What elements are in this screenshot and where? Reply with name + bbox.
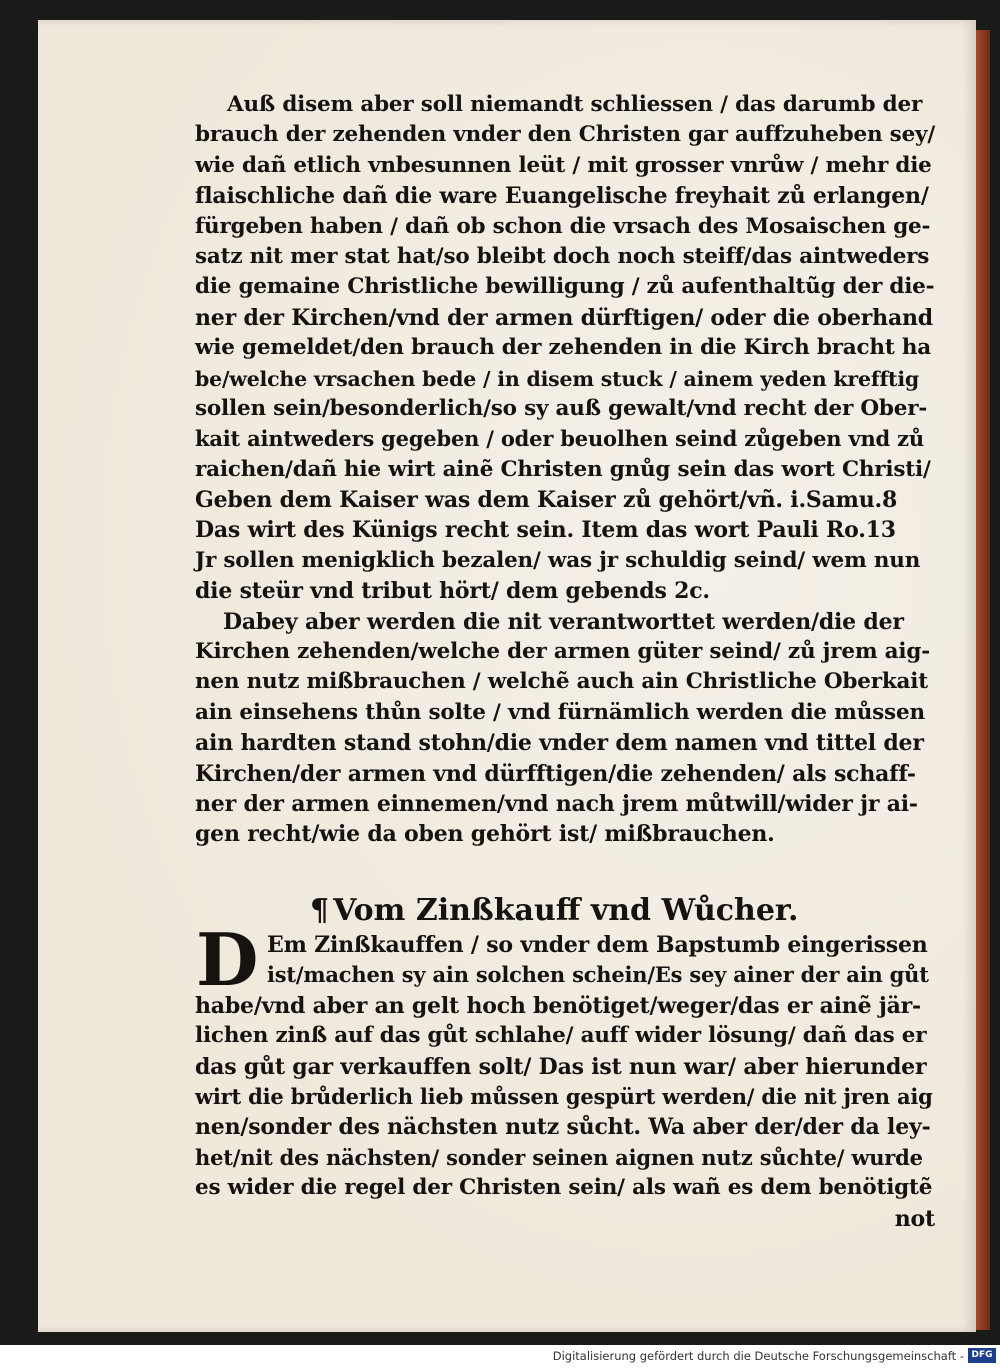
text-line: wie dañ etlich vnbesunnen leüt / mit grosser vnrůw / mehr die <box>195 152 932 178</box>
text-line: Geben dem Kaiser was dem Kaiser zů gehört/vñ. i.Samu.8 <box>195 487 898 514</box>
text-line: die gemaine Christliche bewilligung / zů aufenthaltũg der die- <box>195 274 935 300</box>
text-line: Kirchen zehenden/welche der armen güter seind/ zů jrem aig- <box>195 639 930 665</box>
text-line: Auß disem aber soll niemandt schliessen / das darumb der <box>227 92 923 117</box>
dfg-logo-icon[interactable]: DFG <box>968 1348 996 1363</box>
text-line: die steür vnd tribut hört/ dem gebends 2c. <box>195 578 710 605</box>
text-line: ner der armen einnemen/vnd nach jrem můtwill/wider jr ai- <box>195 790 918 817</box>
paragraph-tithes <box>195 90 935 850</box>
text-line: Jr sollen menigklich bezalen/ was jr schuldig seind/ wem nun <box>195 547 921 573</box>
text-line: lichen zinß auf das gůt schlahe/ auff wider lösung/ dañ das er <box>195 1023 927 1049</box>
funding-notice: Digitalisierung gefördert durch die Deutsche Forschungsgemeinschaft - <box>552 1349 964 1363</box>
text-line: satz nit mer stat hat/so bleibt doch noch steiff/das aintweders <box>195 243 930 269</box>
text-line: Das wirt des Künigs recht sein. Item das wort Pauli Ro.13 <box>195 517 896 544</box>
text-line: es wider die regel der Christen sein/ als wañ es dem benötigtẽ <box>195 1175 933 1201</box>
text-line: kait aintweders gegeben / oder beuolhen seind zůgeben vnd zů <box>195 426 924 452</box>
text-line: fürgeben haben / dañ ob schon die vrsach des Mosaischen ge- <box>195 213 931 239</box>
text-line: wie gemeldet/den brauch der zehenden in die Kirch bracht ha <box>195 335 932 361</box>
section-heading <box>195 888 1000 934</box>
text-line: gen recht/wie da oben gehört ist/ mißbrauchen. <box>195 821 775 848</box>
text-line: habe/vnd aber an gelt hoch benötiget/weger/das er ainẽ jär- <box>195 992 921 1019</box>
catchword: not <box>894 1205 935 1232</box>
pilcrow-icon: ¶ <box>310 893 330 928</box>
section-heading-text: Vom Zinßkauff vnd Wůcher. <box>333 893 799 928</box>
drop-cap: D <box>196 917 259 1002</box>
paragraph-interest <box>195 930 935 1234</box>
text-line: het/nit des nächsten/ sonder seinen aignen nutz sůchte/ wurde <box>195 1144 923 1170</box>
text-line: brauch der zehenden vnder den Christen gar auffzuheben sey/ <box>195 122 936 148</box>
text-line: be/welche vrsachen bede / in disem stuck / ainem yeden krefftig <box>195 366 920 391</box>
text-line: ist/machen sy ain solchen schein/Es sey ainer der ain gůt <box>267 962 929 988</box>
text-line: Dabey aber werden die nit verantworttet werden/die der <box>223 608 904 635</box>
text-line: ner der Kirchen/vnd der armen dürftigen/ oder die oberhand <box>195 304 933 331</box>
text-line: ain hardten stand stohn/die vnder dem namen vnd tittel der <box>195 730 924 757</box>
text-line: ain einsehens thůn solte / vnd fürnämlich werden die můssen <box>195 699 925 725</box>
text-line: wirt die brůderlich lieb můssen gespürt werden/ die nit jren aig <box>195 1083 933 1109</box>
text-line: Em Zinßkauffen / so vnder dem Bapstumb eingerissen <box>267 932 928 958</box>
text-line: nen nutz mißbrauchen / welchẽ auch ain Christliche Oberkait <box>195 669 928 695</box>
text-line: sollen sein/besonderlich/so sy auß gewalt/vnd recht der Ober- <box>195 395 928 421</box>
text-line: das gůt gar verkauffen solt/ Das ist nun war/ aber hierunder <box>195 1053 927 1080</box>
text-line: flaischliche dañ die ware Euangelische freyhait zů erlangen/ <box>195 183 929 210</box>
footer-bar <box>0 1345 1000 1368</box>
text-line: raichen/dañ hie wirt ainẽ Christen gnůg sein das wort Christi/ <box>195 456 931 482</box>
text-line: Kirchen/der armen vnd dürfftigen/die zehenden/ als schaff- <box>195 760 916 787</box>
text-line: nen/sonder des nächsten nutz sůcht. Wa aber der/der da ley- <box>195 1114 931 1141</box>
